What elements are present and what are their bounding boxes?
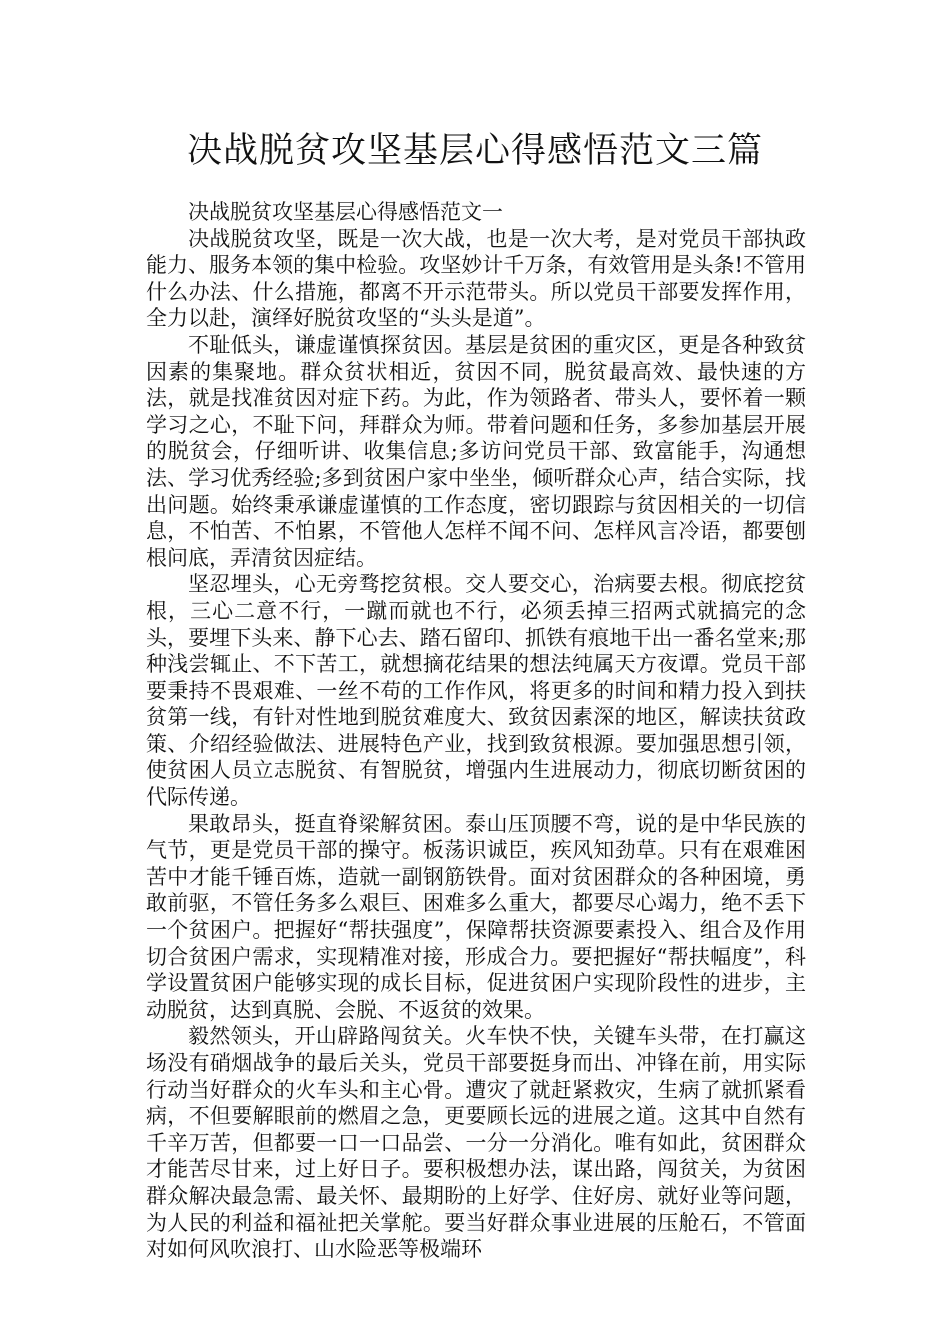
paragraph-lead-the-way: 毅然领头，开山辟路闯贫关。火车快不快，关键车头带，在打赢这场没有硝烟战争的最后关头，党员干部要挺身而出、冲锋在前，用实际行动当好群众的火车头和主心骨。遭灾了就赶紧救灾，生病了就抓紧看病，不但要解眼前的燃眉之急，更要顾长远的进展之道。这其中自然有千辛万苦，但都要一口一口品尝、一分一分消化。唯有如此，贫困群众才能苦尽甘来，过上好日子。要积极想办法，谋出路，闯贫关，为贫困群众解决最急需、最关怀、最期盼的上好学、住好房、就好业等问题，为人民的利益和福祉把关掌舵。要当好群众事业进展的压舱石，不管面对如何风吹浪打、山水险恶等极端环 xyxy=(146,1024,806,1262)
paragraph-intro: 决战脱贫攻坚，既是一次大战，也是一次大考，是对党员干部执政能力、服务本领的集中检验。攻坚妙计千万条，有效管用是头条!不管用什么办法、什么措施，都离不开示范带头。所以党员干部要发挥作用，全力以赴，演绎好脱贫攻坚的“头头是道”。 xyxy=(146,226,806,331)
paragraph-resolve-poverty: 果敢昂头，挺直脊梁解贫困。泰山压顶腰不弯，说的是中华民族的气节，更是党员干部的操守。板荡识诚臣，疾风知劲草。只有在艰难困苦中才能千锤百炼，造就一副钢筋铁骨。面对贫困群众的各种困境，勇敢前驱，不管任务多么艰巨、困难多么重大，都要尽心竭力，绝不丢下一个贫困户。把握好“帮扶强度”，保障帮扶资源要素投入、组合及作用切合贫困户需求，实现精准对接，形成合力。要把握好“帮扶幅度”，科学设置贫困户能够实现的成长目标，促进贫困户实现阶段性的进步，主动脱贫，达到真脱、会脱、不返贫的效果。 xyxy=(146,811,806,1022)
paragraph-poverty-causes: 不耻低头，谦虚谨慎探贫因。基层是贫困的重灾区，更是各种致贫因素的集聚地。群众贫状相近，贫因不同，脱贫最高效、最快速的方法，就是找准贫因对症下药。为此，作为领路者、带头人，要怀着一颗学习之心，不耻下问，拜群众为师。带着问题和任务，多参加基层开展的脱贫会，仔细听讲、收集信息;多访问党员干部、致富能手，沟通想法、学习优秀经验;多到贫困户家中坐坐，倾听群众心声，结合实际，找出问题。始终秉承谦虚谨慎的工作态度，密切跟踪与贫因相关的一切信息，不怕苦、不怕累，不管他人怎样不闻不问、怎样风言冷语，都要刨根问底，弄清贫因症结。 xyxy=(146,332,806,570)
paragraph-poverty-roots: 坚忍埋头，心无旁骛挖贫根。交人要交心，治病要去根。彻底挖贫根，三心二意不行，一蹴而就也不行，必须丢掉三招两式就搞完的念头，要埋下头来、静下心去、踏石留印、抓铁有痕地干出一番名堂来;那种浅尝辄止、不下苦工，就想摘花结果的想法纯属天方夜谭。党员干部要秉持不畏艰难、一丝不苟的工作作风，将更多的时间和精力投入到扶贫第一线，有针对性地到脱贫难度大、致贫因素深的地区，解读扶贫政策、介绍经验做法、进展特色产业，找到致贫根源。要加强思想引领，使贫困人员立志脱贫、有智脱贫，增强内生进展动力，彻底切断贫困的代际传递。 xyxy=(146,572,806,810)
document-body xyxy=(146,199,806,1263)
document-title: 决战脱贫攻坚基层心得感悟范文三篇 xyxy=(186,131,763,171)
section-subtitle: 决战脱贫攻坚基层心得感悟范文一 xyxy=(188,200,503,224)
